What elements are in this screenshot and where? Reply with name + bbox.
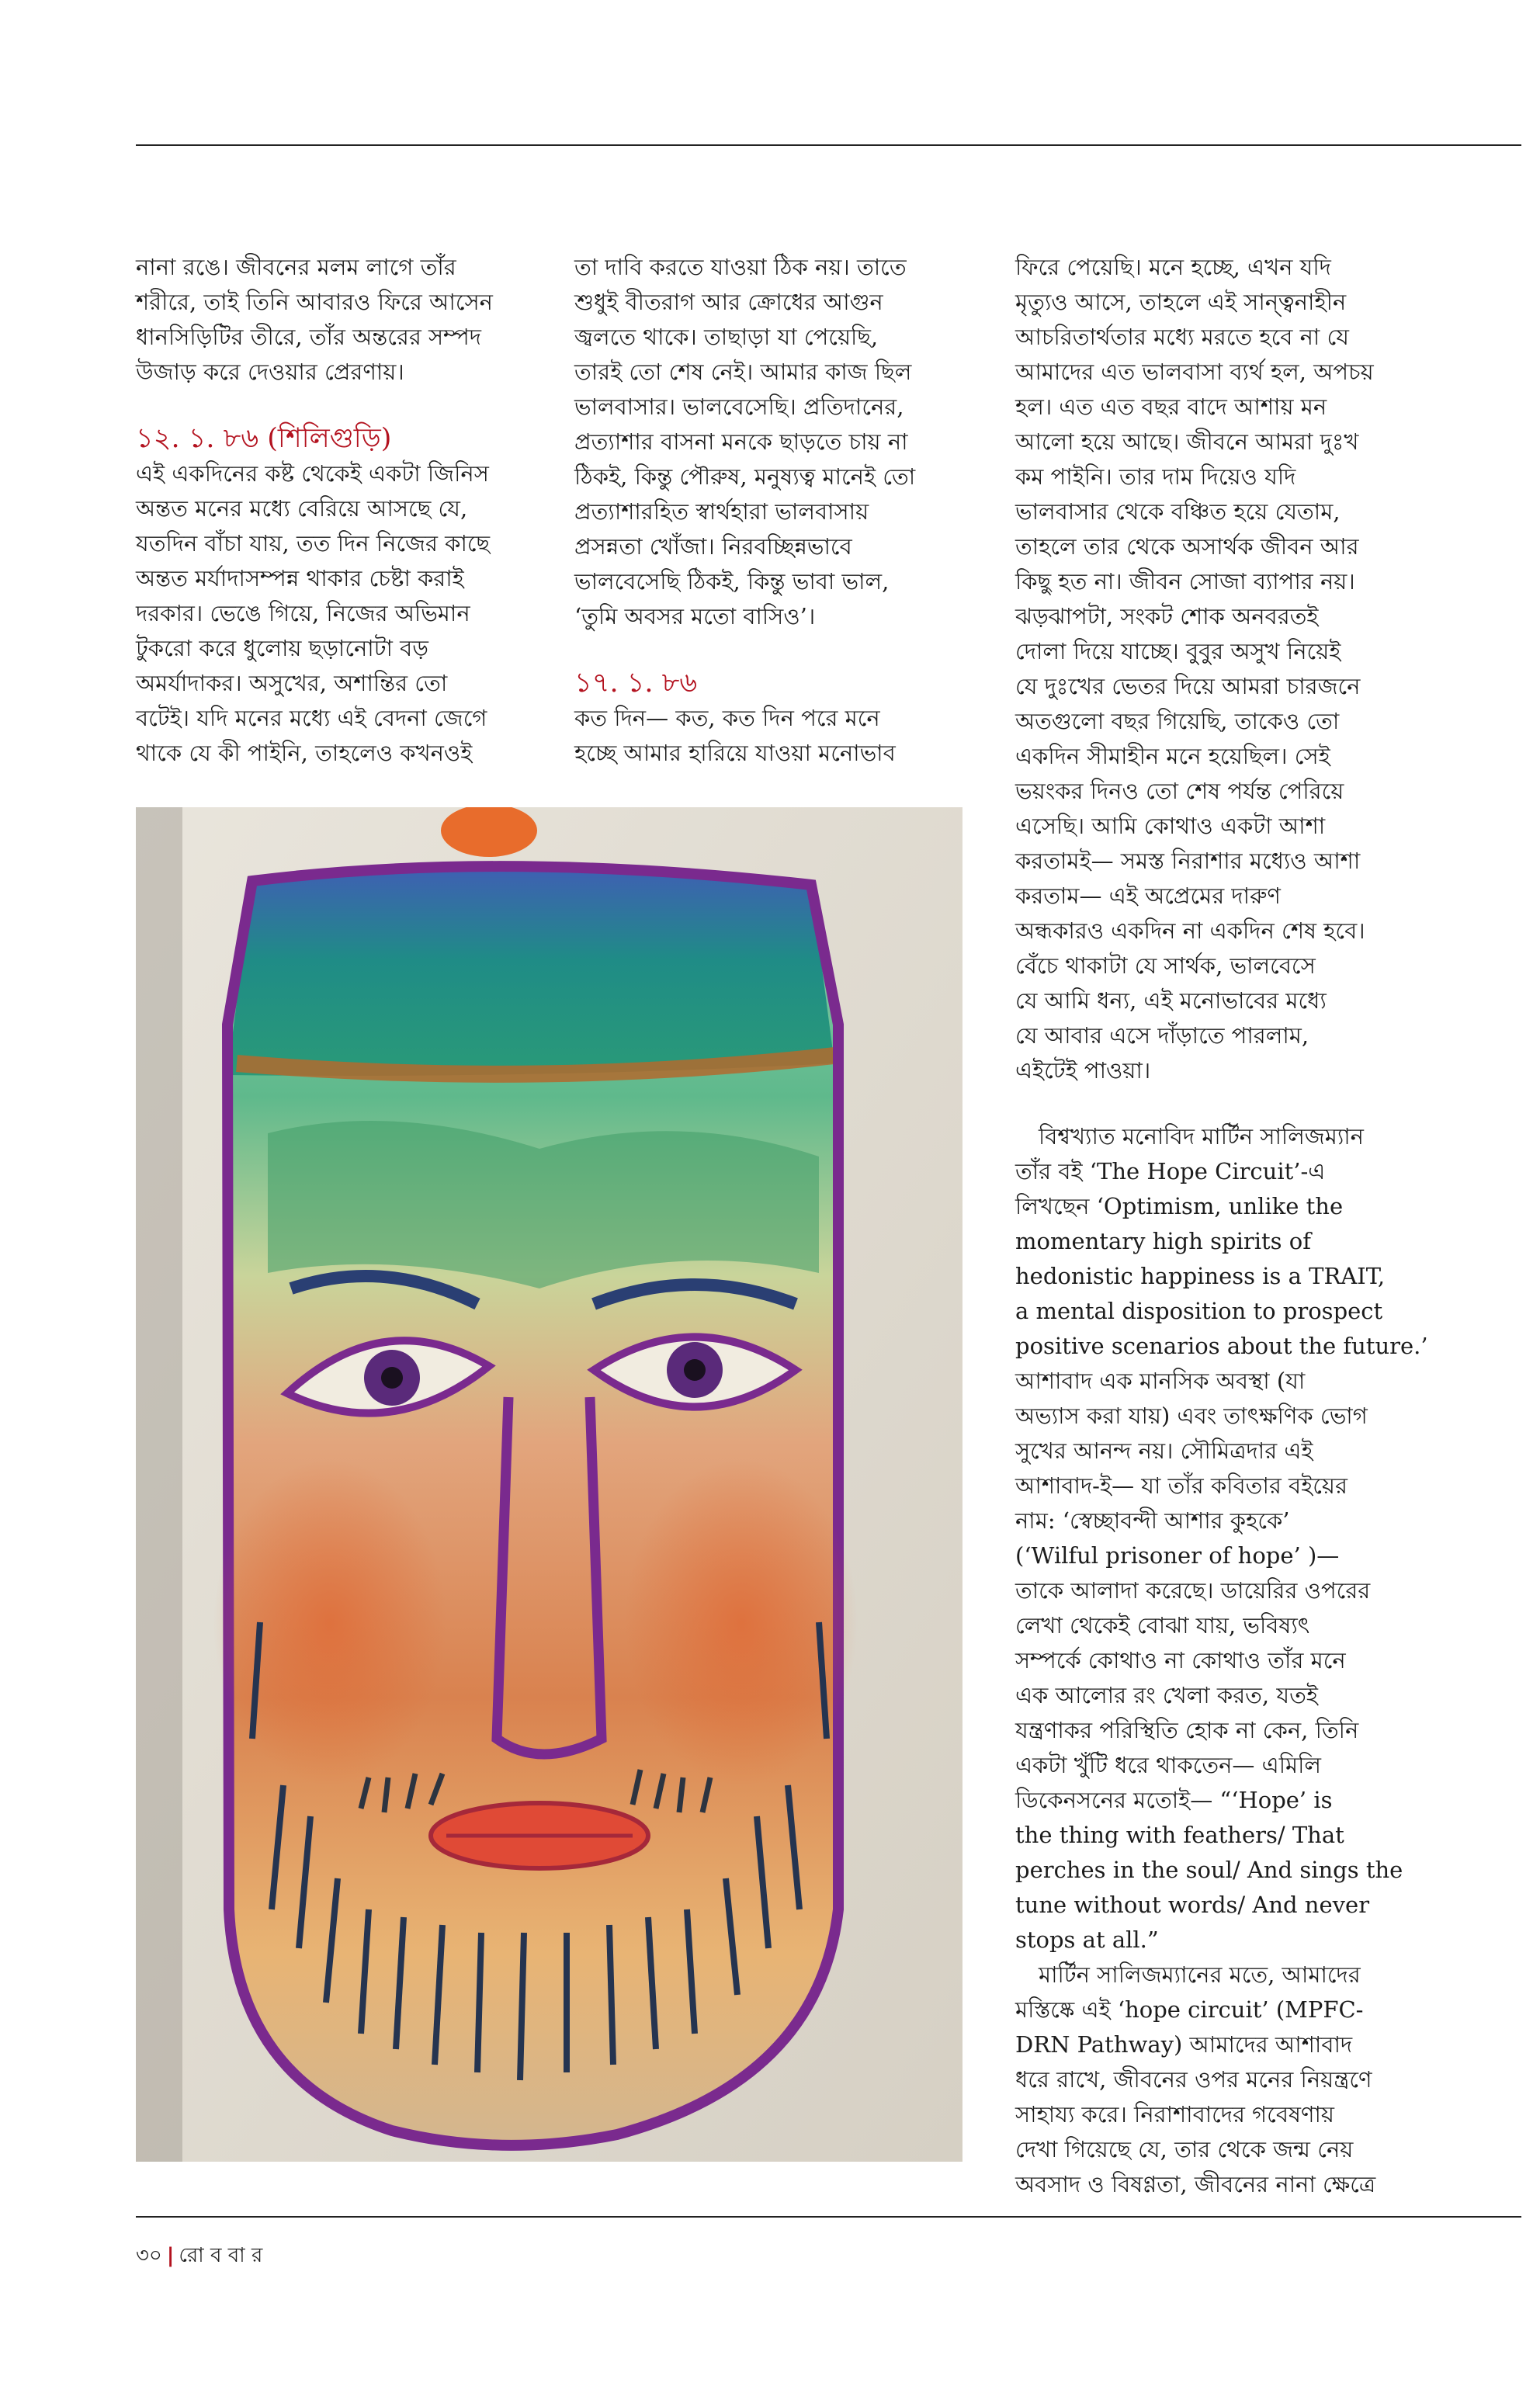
column-3-paragraph-3: মার্টিন সালিজম্যানের মতে, আমাদের মস্তিষ্কে এই ‘hope circuit’ (MPFC- DRN Pathway) আমাদের আশাবাদ ধরে রাখে, জীবনের ওপর মনের নিয়ন্ত্রণে সাহায্য করে। নিরাশাবাদের গবেষণায় দেখা গিয়েছে যে, তার থেকে জন্ম নেয় অবসাদ ও বিষণ্ণতা, জীবনের নানা ক্ষেত্রে bbox=[1015, 1961, 1376, 2197]
page-footer bbox=[136, 2239, 262, 2273]
column-2-paragraph-2: কত দিন— কত, কত দিন পরে মনে হচ্ছে আমার হারিয়ে যাওয়া মনোভাব bbox=[574, 705, 896, 766]
column-1-paragraph-2: এই একদিনের কষ্ট থেকেই একটা জিনিস অন্তত মনের মধ্যে বেরিয়ে আসছে যে, যতদিন বাঁচা যায়, তত দিন নিজের কাছে অন্তত মর্যাদাসম্পন্ন থাকার চেষ্টা করাই দরকার। ভেঙে গিয়ে, নিজের অভিমান টুকরো করে ধুলোয় ছড়ানোটা বড় অমর্যাদাকর। অসুখের, অশান্তির তো বটেই। যদি মনের মধ্যে এই বেদনা জেগে থাকে যে কী পাইনি, তাহলেও কখনওই bbox=[136, 460, 491, 766]
column-1-paragraph-1: নানা রঙে। জীবনের মলম লাগে তাঁর শরীরে, তাই তিনি আবারও ফিরে আসেন ধানসিড়িটির তীরে, তাঁর অন্তরের সম্পদ উজাড় করে দেওয়ার প্রেরণায়। bbox=[136, 254, 493, 385]
column-3-paragraph-2: বিশ্বখ্যাত মনোবিদ মার্টিন সালিজম্যান তাঁর বই ‘The Hope Circuit’-এ লিখছেন ‘Optimism, unlike the momentary high spirits of hedonistic happiness is a TRAIT, a mental disposition to prospect positive scenarios about the future.’ আশাবাদ এক মানসিক অবস্থা (যা অভ্যাস করা যায়) এবং তাৎক্ষণিক ভোগ সুখের আনন্দ নয়। সৌমিত্রদার এই আশাবাদ-ই— যা তাঁর কবিতার বইয়ের নাম: ‘স্বেচ্ছাবন্দী আশার কুহকে’ (‘Wilful prisoner of hope’ )— তাকে আলাদা করেছে। ডায়েরির ওপরের লেখা থেকেই বোঝা যায়, ভবিষ্যৎ সম্পর্কে কোথাও না কোথাও তাঁর মনে এক আলোর রং খেলা করত, যতই যন্ত্রণাকর পরিস্থিতি হোক না কেন, তিনি একটা খুঁটি ধরে থাকতেন— এমিলি ডিকেনসনের মতোই— “‘Hope’ is the thing with feathers/ That perches in the soul/ And sings the tune without words/ And never stops at all.” bbox=[1015, 1123, 1428, 1953]
column-3 bbox=[1015, 250, 1481, 2202]
face-painting bbox=[136, 807, 962, 2162]
footer-separator: | bbox=[166, 2244, 175, 2267]
page-number: ৩০ bbox=[136, 2244, 162, 2267]
magazine-name: রো ব বা র bbox=[179, 2244, 263, 2267]
column-2-paragraph-1: তা দাবি করতে যাওয়া ঠিক নয়। তাতে শুধুই বীতরাগ আর ক্রোধের আগুন জ্বলতে থাকে। তাছাড়া যা পেয়েছি, তারই তো শেষ নেই। আমার কাজ ছিল ভালবাসার। ভালবেসেছি। প্রতিদানের, প্রত্যাশার বাসনা মনকে ছাড়তে চায় না ঠিকই, কিন্তু পৌরুষ, মনুষ্যত্ব মানেই তো প্রত্যাশারহিত স্বার্থহারা ভালবাসায় প্রসন্নতা খোঁজা। নিরবচ্ছিন্নভাবে ভালবেসেছি ঠিকই, কিন্তু ভাবা ভাল, ‘তুমি অবসর মতো বাসিও’। bbox=[574, 254, 916, 629]
column-3-paragraph-1: ফিরে পেয়েছি। মনে হচ্ছে, এখন যদি মৃত্যুও আসে, তাহলে এই সান্ত্বনাহীন আচরিতার্থতার মধ্যে মরতে হবে না যে আমাদের এত ভালবাসা ব্যর্থ হল, অপচয় হল। এত এত বছর বাদে আশায় মন আলো হয়ে আছে। জীবনে আমরা দুঃখ কম পাইনি। তার দাম দিয়েও যদি ভালবাসার থেকে বঞ্চিত হয়ে যেতাম, তাহলে তার থেকে অসার্থক জীবন আর কিছু হত না। জীবন সোজা ব্যাপার নয়। ঝড়ঝাপটা, সংকট শোক অনবরতই দোলা দিয়ে যাচ্ছে। বুবুর অসুখ নিয়েই যে দুঃখের ভেতর দিয়ে আমরা চারজনে অতগুলো বছর গিয়েছি, তাকেও তো একদিন সীমাহীন মনে হয়েছিল। সেই ভয়ংকর দিনও তো শেষ পর্যন্ত পেরিয়ে এসেছি। আমি কোথাও একটা আশা করতামই— সমস্ত নিরাশার মধ্যেও আশা করতাম— এই অপ্রেমের দারুণ অন্ধকারও একদিন না একদিন শেষ হবে। বেঁচে থাকাটা যে সার্থক, ভালবেসে যে আমি ধন্য, এই মনোভাবের মধ্যে যে আবার এসে দাঁড়াতে পারলাম, এইটেই পাওয়া। bbox=[1015, 254, 1374, 1084]
date-heading-12-1-86: ১২. ১. ৮৬ (শিলিগুড়ি) bbox=[136, 423, 392, 454]
column-2 bbox=[574, 250, 978, 771]
column-1 bbox=[136, 250, 539, 771]
top-rule bbox=[136, 144, 1521, 146]
date-heading-17-1-86: ১৭. ১. ৮৬ bbox=[574, 668, 698, 699]
bottom-rule bbox=[136, 2216, 1521, 2218]
